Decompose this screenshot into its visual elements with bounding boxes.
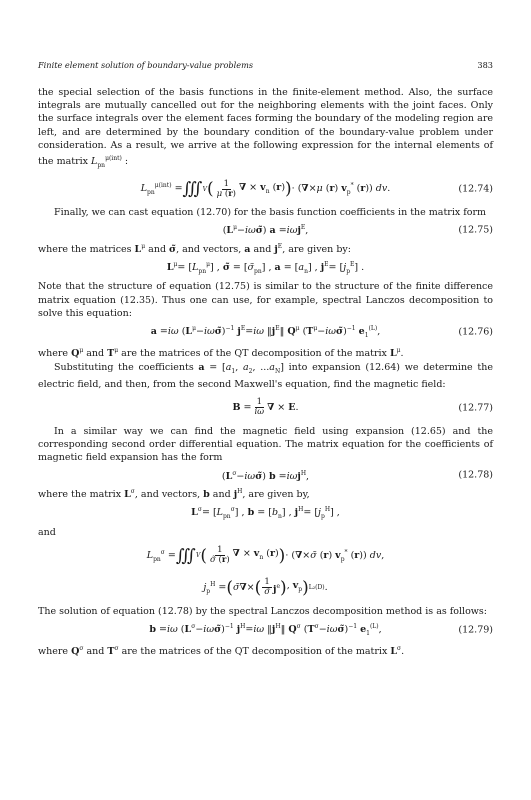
page-number: 383	[477, 60, 493, 70]
paragraph-10: The solution of equation (12.78) by the spectral Lanczos decomposition method is as follows:	[38, 605, 488, 617]
paragraph-3: where the matrices $L^\mu$ and σ̃, and vectors, a and $j^E$, are given by:	[38, 242, 351, 255]
paragraph-8: where the matrix $L^\sigma$, and vectors, b and $j^H$, are given by,	[38, 487, 310, 501]
paragraph-7: In a similar way we can find the magnetic field using expansion (12.65) and the corresponding second order differential equation. The matrix equation for the coefficients of magnetic field expansion has the form	[38, 425, 493, 464]
paragraph-1: the special selection of the basis functions in the finite-element method. Also, the surface integrals are mutually cancelled out for the neighboring elements with the joint faces. Only the surface integrals over the element faces forming the boundary of the modeling region are left, and are determined by the boundary condition of the boundary-value problem under consideration. As a result, we arrive at the following expression for the internal elements of the matrix $L_{pn}^{\mu(int)}$ :	[38, 87, 493, 170]
equation-jh: $j_p^H$ = ( σ̃∇× ( $\frac{1}{\sigmã}$ $j^e$ ) , $v_p$ ) L₂(D) .	[203, 577, 328, 598]
equation-number: (12.74)	[458, 183, 493, 195]
paragraph-4: Note that the structure of equation (12.75) is similar to the structure of the finite difference matrix equation (12.35). Thus one can use, for example, spectral Lanczos decomposition to solve this equation:	[38, 281, 493, 319]
paragraph-6: Substituting the coefficients $a = [a_1$, $a_2$, $...a_N$] into expansion (12.64) we determine the electric field, and then, from the second Maxwell's equation, find the magnetic field:	[38, 361, 493, 390]
paragraph-2: Finally, we can cast equation (12.70) for the basis function coefficients in the matrix form	[54, 207, 487, 219]
equation-12-75-defs: $L^\mu= [L_{pn}^\mu]$ , σ̃ = $[\sigmã_{pn}]$ , $a = [a_n]$ , $j^E= [j_p^E]$ .	[166, 261, 365, 276]
equation-12-74: $L_{pn}^{\mu(int)}$ = ∭ V ( $\frac{1}{\mu (r)}$ ∇ × $v_n$ (r) ) · (∇×μ (r) $v_p^*$ (r)) dv. (12.74)	[140, 178, 493, 200]
paragraph-11: where $Q^\sigma$ and $T^\sigma$ are the matrices of the QT decomposition of the matrix $L^\sigma$.	[38, 645, 405, 658]
equation-12-76: a =iω $(L^\mu-i\omega\sigmã)^{-1}$ $j^E=i\omega$ $‖j^E‖$ $Q^\mu$ $(T^\mu-i\omega\sigmã)^{-1}$ $e_1^{(L)}$, (12.76)	[150, 325, 493, 340]
equation-number: (12.75)	[458, 224, 493, 236]
equation-12-79: b =iω $(L^\sigma-i\omega\sigmã)^{-1}$ $j^H=i\omega$ $‖j^H‖$ $Q^\sigma$ $(T^\sigma-i\omega\sigmã)^{-1}$ $e_1^{(L)}$, (12.79)	[149, 622, 493, 637]
running-header	[38, 60, 493, 70]
equation-number: (12.76)	[458, 326, 493, 338]
equation-lsigma: $L_{pn}^\sigma$ = ∭ V ( $\frac{1}{\sigmã (r)}$ ∇ × $v_n$ (r) ) · (∇×σ̃ (r) $v_p^*$ (r)) dv,	[146, 545, 385, 566]
equation-12-75: $(L^\mu-i\omega\sigmã)$ a =iωj$^E$, (12.75)	[222, 224, 493, 237]
paragraph-9: and	[38, 526, 56, 538]
equation-12-77: B = $\frac{1}{i\omega}$ ∇ × E. (12.77)	[232, 397, 493, 418]
page-body	[38, 86, 493, 659]
equation-number: (12.77)	[458, 402, 493, 414]
equation-number: (12.78)	[458, 469, 493, 481]
equation-number: (12.79)	[458, 624, 493, 636]
paragraph-5: where $Q^\mu$ and $T^\mu$ are the matrices of the QT decomposition of the matrix $L^\mu$.	[38, 347, 404, 360]
equation-12-78: $(L^\sigma-i\omega\sigmã)$ b =iωj$^H$, (12.78)	[221, 469, 493, 482]
running-head-title: Finite element solution of boundary-value problems	[38, 60, 254, 70]
equation-12-78-defs: $L^\sigma= [L_{pn}^\sigma]$ , $b = [b_n]$ , $j^H= [j_p^H]$ ,	[191, 506, 340, 521]
